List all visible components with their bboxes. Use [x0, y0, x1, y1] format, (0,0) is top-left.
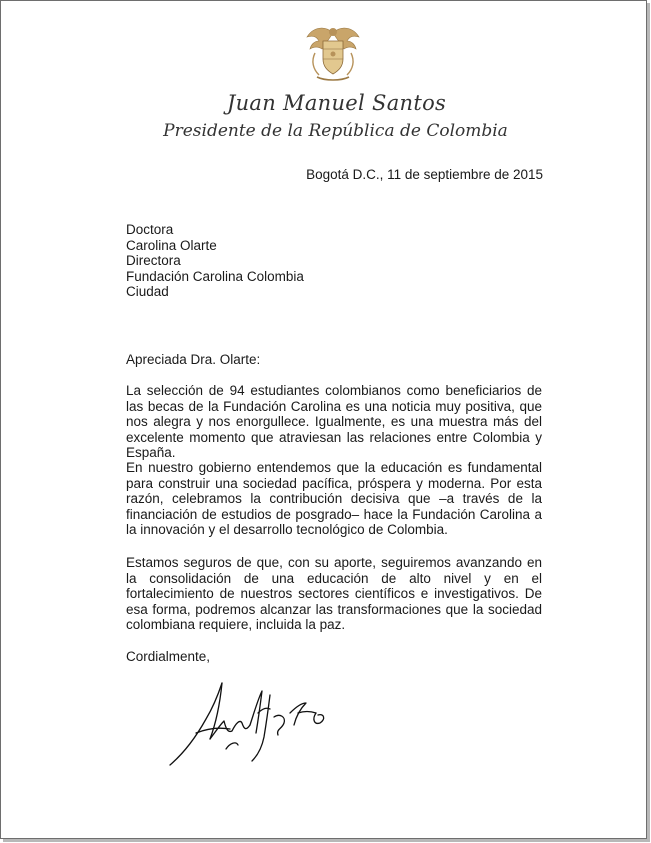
recipient-line: Doctora	[126, 222, 174, 237]
coat-of-arms-icon	[305, 23, 361, 83]
handwritten-signature-icon	[166, 673, 336, 773]
letterhead-name: Juan Manuel Santos	[226, 91, 447, 115]
recipient-line: Fundación Carolina Colombia	[126, 268, 304, 284]
recipient-line: Ciudad	[126, 284, 169, 300]
letterhead-title: Presidente de la República de Colombia	[163, 121, 508, 141]
recipient-block	[126, 222, 304, 300]
salutation: Apreciada Dra. Olarte:	[126, 352, 261, 367]
closing: Cordialmente,	[126, 649, 211, 664]
body-paragraph: Estamos seguros de que, con su aporte, seguiremos avanzando en la consolidación de una educación de alto nivel y en el fortalecimiento de nuestros sectores científicos e investigativos. De esa forma, podremos alcanzar las transformaciones que la sociedad colombiana requiere, incluida la paz.	[126, 555, 542, 633]
body-paragraph: En nuestro gobierno entendemos que la educación es fundamental para construir una sociedad pacífica, próspera y moderna. Por esta razón, celebramos la contribución decisiva que –a través de la financiación de estudios de posgrado– hace la Fundación Carolina a la innovación y el desarrollo tecnológico de Colombia.	[126, 460, 542, 538]
recipient-line: Carolina Olarte	[126, 237, 217, 253]
date-line: Bogotá D.C., 11 de septiembre de 2015	[306, 167, 543, 182]
recipient-line: Directora	[126, 253, 181, 269]
body-paragraph: La selección de 94 estudiantes colombianos como beneficiarios de las becas de la Fundación Carolina es una noticia muy positiva, que nos alegra y nos enorgullece. Igualmente, es una muestra más del excelente momento que atraviesan las relaciones entre Colombia y España.	[126, 383, 542, 461]
